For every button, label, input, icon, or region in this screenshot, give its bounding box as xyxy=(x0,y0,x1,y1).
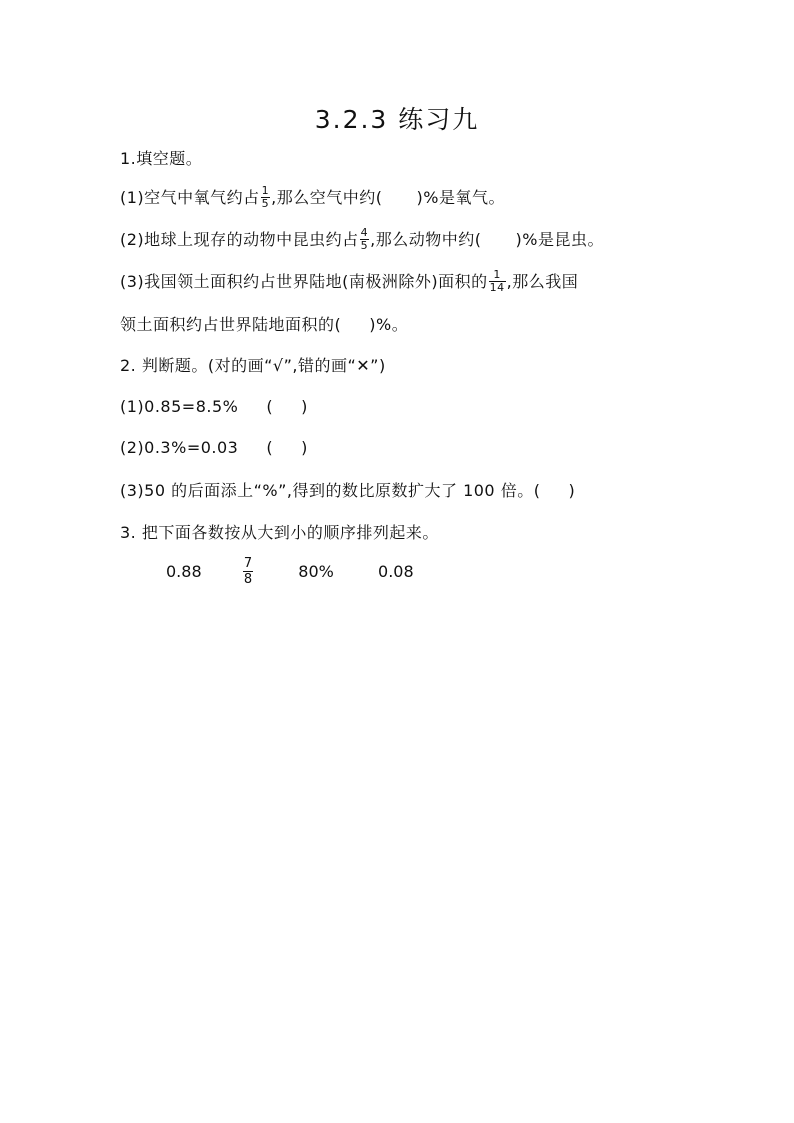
q2-item-1: (1)0.85=8.5% ( ) xyxy=(120,397,308,416)
q1-item-2-post: )%是昆虫。 xyxy=(515,230,604,249)
q3-numbers xyxy=(166,556,414,587)
q3-number-3: 80% xyxy=(298,562,334,581)
q1-item-1-mid: ,那么空气中约( xyxy=(271,188,383,207)
q3-heading: 3. 把下面各数按从大到小的顺序排列起来。 xyxy=(120,523,439,542)
q2-item-3: (3)50 的后面添上“%”,得到的数比原数扩大了 100 倍。( ) xyxy=(120,481,576,500)
q1-item-2-mid: ,那么动物中约( xyxy=(370,230,482,249)
q1-item-3-pre: (3)我国领土面积约占世界陆地(南极洲除外)面积的 xyxy=(120,272,488,291)
q3-number-1: 0.88 xyxy=(166,562,202,581)
q2-heading: 2. 判断题。(对的画“√”,错的画“✕”) xyxy=(120,356,386,375)
q3-number-2-fraction: $\frac{7}{8}$ xyxy=(243,556,253,587)
q2-item-2: (2)0.3%=0.03 ( ) xyxy=(120,438,308,457)
q1-item-3-post: ,那么我国 xyxy=(506,272,579,291)
q1-item-1-pre: (1)空气中氧气约占 xyxy=(120,188,260,207)
q1-item-3-cont xyxy=(120,314,408,336)
q1-item-1-fraction: $\frac{1}{5}$ xyxy=(261,184,270,210)
q1-heading: 1.填空题。 xyxy=(120,149,203,168)
q3-number-4: 0.08 xyxy=(378,562,414,581)
page-title: 3.2.3 练习九 xyxy=(314,105,480,134)
q1-item-2-fraction: $\frac{4}{5}$ xyxy=(360,226,369,252)
q1-item-1 xyxy=(120,186,505,211)
q2-item-2-text: (2)0.3%=0.03 xyxy=(120,438,239,457)
q1-item-2-pre: (2)地球上现存的动物中昆虫约占 xyxy=(120,230,359,249)
q1-item-2 xyxy=(120,228,604,253)
q1-item-3-cont-post: )%。 xyxy=(369,315,409,334)
q2-item-1-text: (1)0.85=8.5% xyxy=(120,397,239,416)
q1-item-1-post: )%是氧气。 xyxy=(416,188,505,207)
q1-item-3-cont-pre: 领土面积约占世界陆地面积的( xyxy=(120,315,342,334)
q1-item-3-fraction: $\frac{1}{14}$ xyxy=(489,268,505,294)
q2-item-3-text: (3)50 的后面添上“%”,得到的数比原数扩大了 100 倍。( xyxy=(120,481,541,500)
q1-item-3 xyxy=(120,270,578,295)
